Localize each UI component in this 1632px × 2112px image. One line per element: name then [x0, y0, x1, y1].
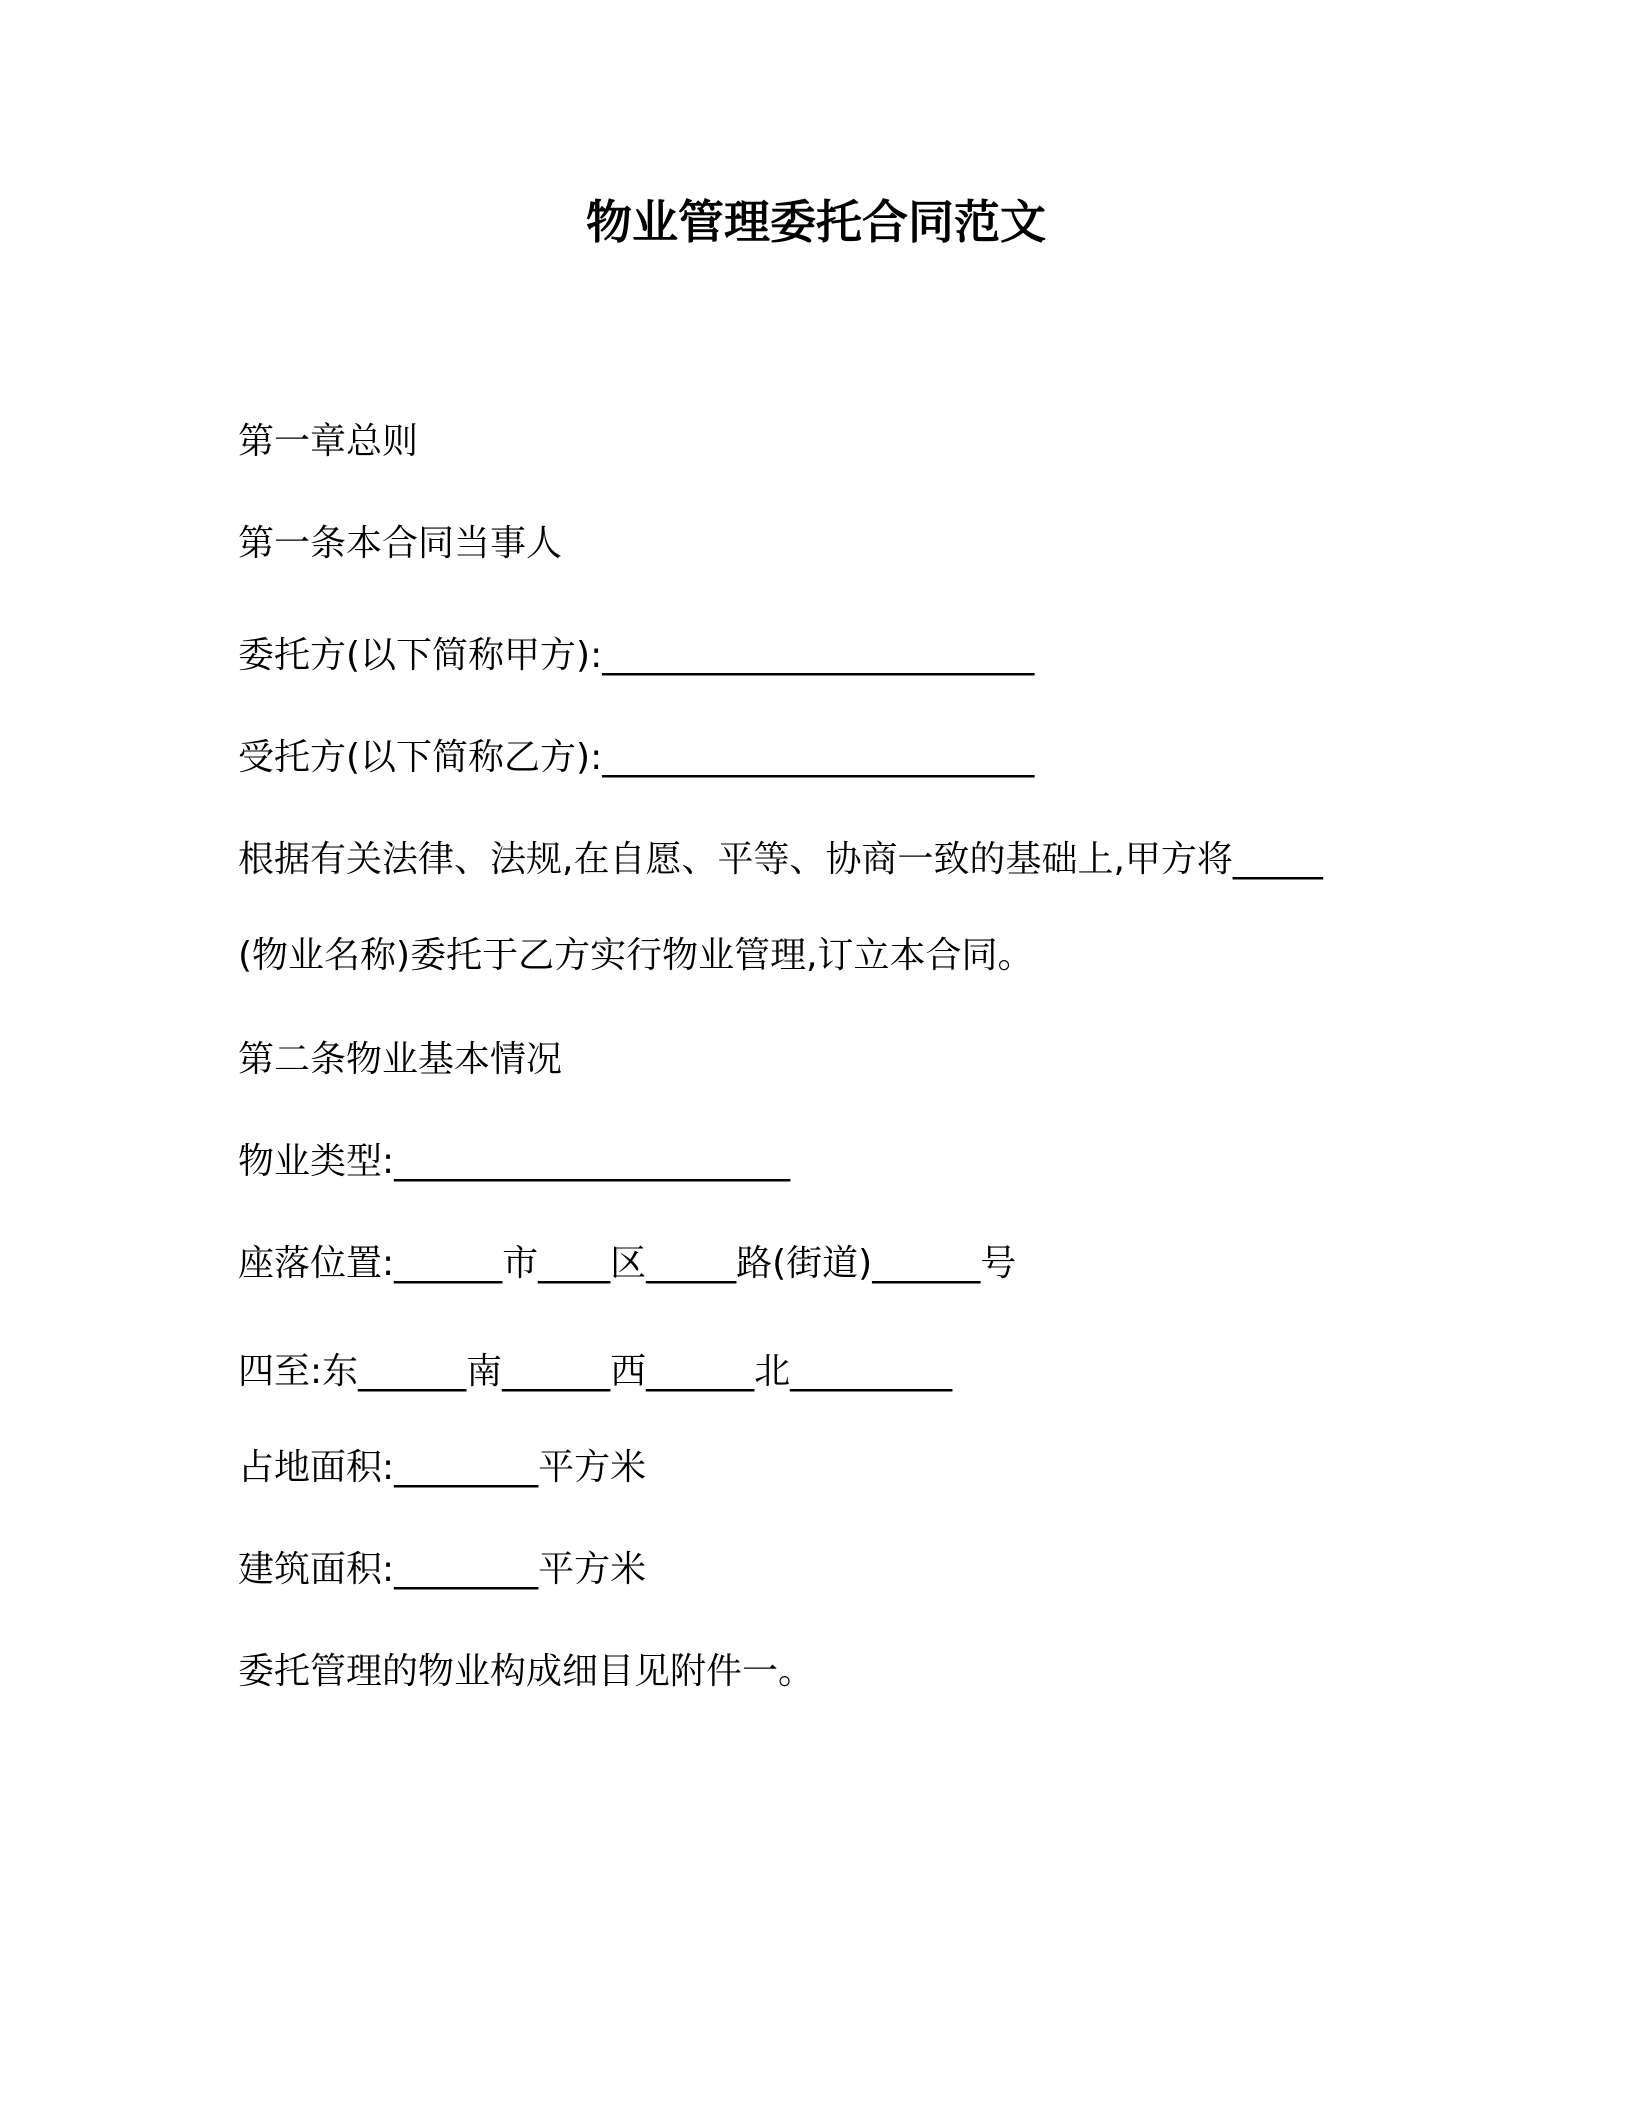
contractor-party-line: 受托方(以下简称乙方):________________________: [238, 737, 1035, 778]
article-heading: 第二条物业基本情况: [238, 1039, 563, 1080]
property-composition-note: 委托管理的物业构成细目见附件一。: [238, 1651, 815, 1692]
property-boundaries-line: 四至:东______南______西______北_________: [238, 1351, 953, 1392]
agreement-paragraph-line-2: (物业名称)委托于乙方实行物业管理,订立本合同。: [238, 935, 1034, 976]
property-type-line: 物业类型:______________________: [238, 1141, 791, 1182]
building-area-line: 建筑面积:________平方米: [238, 1549, 647, 1590]
document-title: 物业管理委托合同范文: [586, 195, 1046, 249]
property-location-line: 座落位置:______市____区_____路(街道)______号: [238, 1243, 1017, 1284]
article-heading: 第一条本合同当事人: [238, 523, 563, 564]
land-area-line: 占地面积:________平方米: [238, 1447, 647, 1488]
chapter-heading: 第一章总则: [238, 421, 419, 462]
agreement-paragraph-line-1: 根据有关法律、法规,在自愿、平等、协商一致的基础上,甲方将_____: [238, 839, 1323, 880]
client-party-line: 委托方(以下简称甲方):________________________: [238, 635, 1035, 676]
